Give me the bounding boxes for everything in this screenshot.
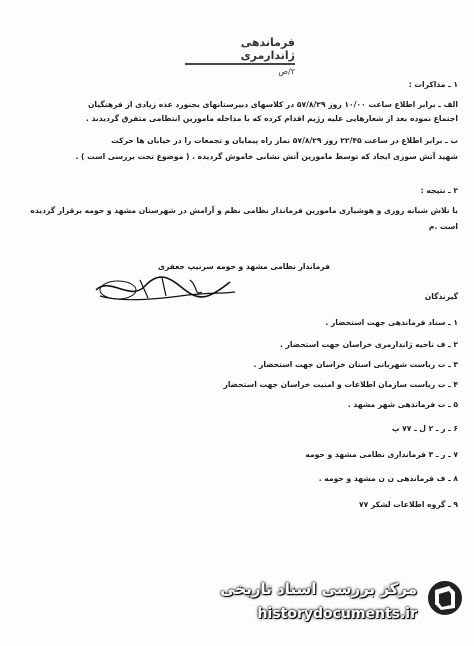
recipient-item: ۵ ـ ت فرماندهی شهر مشهد . bbox=[347, 400, 458, 409]
body-line: شهید آتش سوزی ایجاد که توسط مامورین آتش نشانی خاموش گردیده . ( موضوع تحت بررسی است ) . bbox=[75, 152, 458, 161]
body-line: است .م bbox=[428, 222, 458, 231]
body-line: اجتماع نموده بعد از شعارهایی علیه رژیم اقدام کرده که با مداخله مامورین انتظامی متفرق گردیدند . bbox=[85, 114, 458, 123]
header-title: فرماندهی ژاندارمری bbox=[185, 36, 295, 65]
recipient-item: ۸ ـ ف فرماندهی ن ن مشهد و حومه . bbox=[318, 474, 458, 483]
signature-title: فرماندار نظامی مشهد و حومه سرتیپ جعفری bbox=[158, 262, 330, 271]
recipient-item: ۲ ـ ف ناحیه ژاندارمری خراسان جهت استحضار . bbox=[279, 340, 458, 349]
document-header bbox=[185, 36, 295, 74]
watermark-footer bbox=[185, 576, 465, 638]
recipient-item: ۹ ـ گروه اطلاعات لشکر ۷۷ bbox=[359, 500, 458, 509]
signature-block bbox=[90, 262, 330, 306]
body-line: با تلاش شبانه روزی و هوشیاری مامورین فرماندار نظامی نظم و آرامش در شهرستان مشهد و حومه برقرار گردیده bbox=[30, 206, 458, 215]
recipient-item: ۴ ـ ت ریاست سازمان اطلاعات و امنیت خراسان جهت استحضار bbox=[223, 380, 458, 389]
recipients-heading: گیرندگان bbox=[424, 292, 458, 301]
section-heading: ۲ ـ نتیجه : bbox=[420, 186, 458, 195]
watermark-org-name: مرکز بررسی اسناد تاریخی bbox=[220, 580, 417, 598]
recipient-item: ۷ ـ ر ـ ۳ فرمانداری نظامی مشهد و حومه bbox=[305, 450, 458, 459]
header-subtitle: ۲/ص bbox=[278, 67, 295, 76]
archive-logo-icon bbox=[425, 578, 465, 618]
body-line: الف ـ برابر اطلاع ساعت ۱۰/۰۰ روز ۵۷/۸/۲۹ در کلاسهای دبیرستانهای بجنورد عده زیادی از فرهنگیان bbox=[87, 100, 458, 109]
recipient-item: ۳ ـ ت ریاست شهربانی استان خراسان جهت استحضار . bbox=[253, 360, 458, 369]
recipient-item: ۶ ـ ر ـ ۲ ل ـ ۷۷ پ bbox=[391, 424, 458, 433]
watermark-url: historydocuments.ir bbox=[257, 606, 417, 622]
handwritten-signature bbox=[90, 272, 240, 306]
recipient-item: ۱ ـ ستاد فرماندهی جهت استحضار . bbox=[325, 318, 458, 327]
body-line: ب ـ برابر اطلاع در ساعت ۲۲/۴۵ روز ۵۷/۸/۲۹ نماز راه پیمایان و تجمعات را در خیابان ها حرکت bbox=[111, 136, 458, 145]
section-heading: ۱ ـ مذاکرات : bbox=[408, 80, 458, 89]
